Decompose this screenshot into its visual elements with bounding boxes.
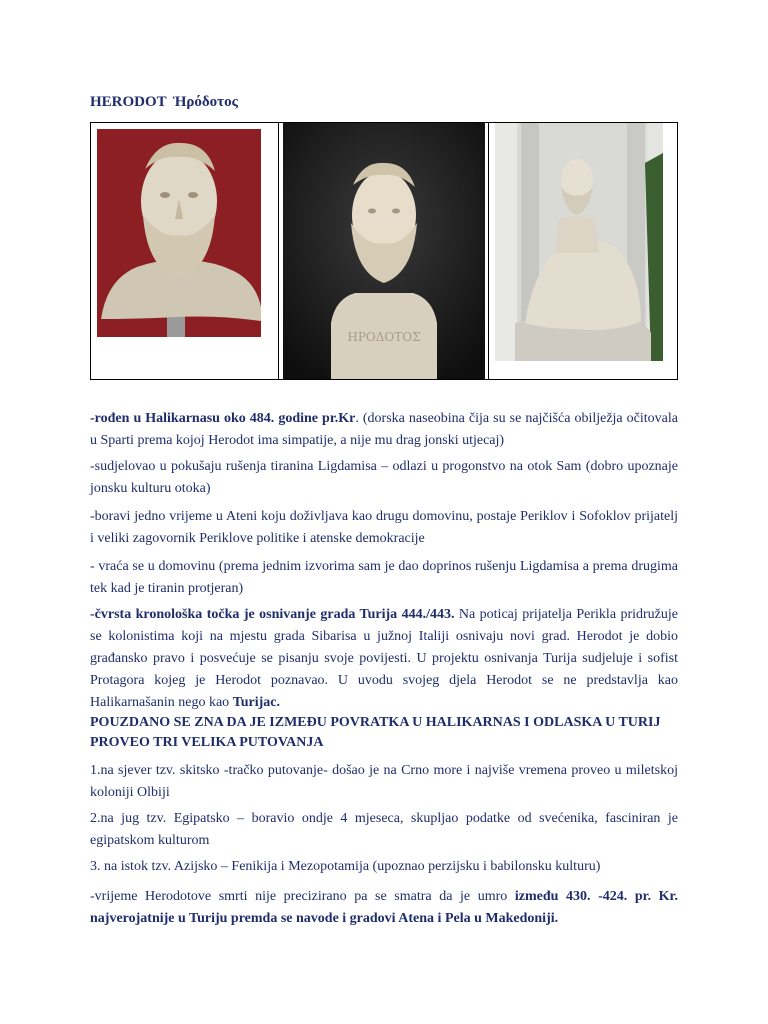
herodotus-bust-red-photo [97, 129, 261, 337]
paragraph-athens: -boravi jedno vrijeme u Ateni koju doživljava kao drugu domovinu, postaje Periklov i Sofoklov prijatelj i veliki zagovornik Periklove politike i atenske demokracije [90, 509, 678, 546]
paragraph-thurii-text: Na poticaj prijatelja Perikla pridružuje se kolonistima koji na mjestu grada Sibarisa u južnoj Italiji osnivaju novi grad. Herodot je dobio građansko pravo i posvećuje se pisanju svoje povijesti. U projektu osnivanja Turija sudjeluje i sofist Protagora kojeg je Herodot poznavao. U uvodu svojeg djela Herodot se ne predstavlja kao Halikarnašanin nego kao [90, 607, 678, 710]
paragraph-death-text: -vrijeme Herodotove smrti nije precizirano pa se smatra da je umro [90, 889, 515, 904]
title-greek: Ἡρόδοτος [172, 94, 238, 110]
herodotus-herm-bust-photo [283, 123, 485, 379]
page-title [90, 94, 238, 111]
image-cell-3 [489, 123, 677, 379]
paragraph-thurii [90, 604, 678, 714]
paragraph-exile: -sudjelovao u pokušaju rušenja tiranina Ligdamisa – odlazi u progonstvo na otok Sam (dobro upoznaje jonsku kulturu otoka) [90, 459, 678, 496]
paragraph-birth-bold: -rođen u Halikarnasu oko 484. godine pr.Kr [90, 411, 356, 426]
paragraph-birth [90, 408, 678, 452]
trip-south: 2.na jug tzv. Egipatsko – boravio ondje 4 mjeseca, skupljao podatke od svećenika, fasciniran je egipatskom kulturom [90, 811, 678, 848]
herm-inscription: ΗΡΟΔΟΤΟΣ [347, 330, 421, 344]
paragraph-thurii-bold: -čvrsta kronološka točka je osnivanje grada Turija 444./443. [90, 607, 455, 622]
image-table [90, 122, 678, 380]
paragraph-return: - vraća se u domovinu (prema jednim izvorima sam je dao doprinos rušenju Ligdamisa a prema drugima tek kad je tiranin protjeran) [90, 559, 678, 596]
paragraph-death-bold: između 430. -424. pr. Kr. najverojatnije u Turiju premda se navode i gradovi Atena i Pela u Makedoniji. [90, 889, 678, 926]
image-cell-1 [91, 123, 279, 379]
herodotus-seated-statue-photo [495, 123, 663, 361]
paragraph-birth-text: . (dorska naseobina čija su se najčišća obilježja očitovala u Sparti prema kojoj Herodot ima simpatije, a nije mu drag jonski utjecaj) [90, 411, 678, 448]
paragraph-death [90, 886, 678, 930]
travels-heading: POUZDANO SE ZNA DA JE IZMEĐU POVRATKA U HALIKARNAS I ODLASKA U TURIJ PROVEO TRI VELIKA PUTOVANJA [90, 715, 661, 750]
trip-east: 3. na istok tzv. Azijsko – Fenikija i Mezopotamija (upoznao perzijsku i babilonsku kulturu) [90, 859, 601, 874]
trip-north: 1.na sjever tzv. skitsko -tračko putovanje- došao je na Crno more i najviše vremena proveo u miletskoj koloniji Olbiji [90, 763, 678, 800]
paragraph-thurii-bold-end: Turijac. [232, 695, 281, 710]
title-name: HERODOT [90, 94, 167, 110]
image-cell-2 [279, 123, 489, 379]
